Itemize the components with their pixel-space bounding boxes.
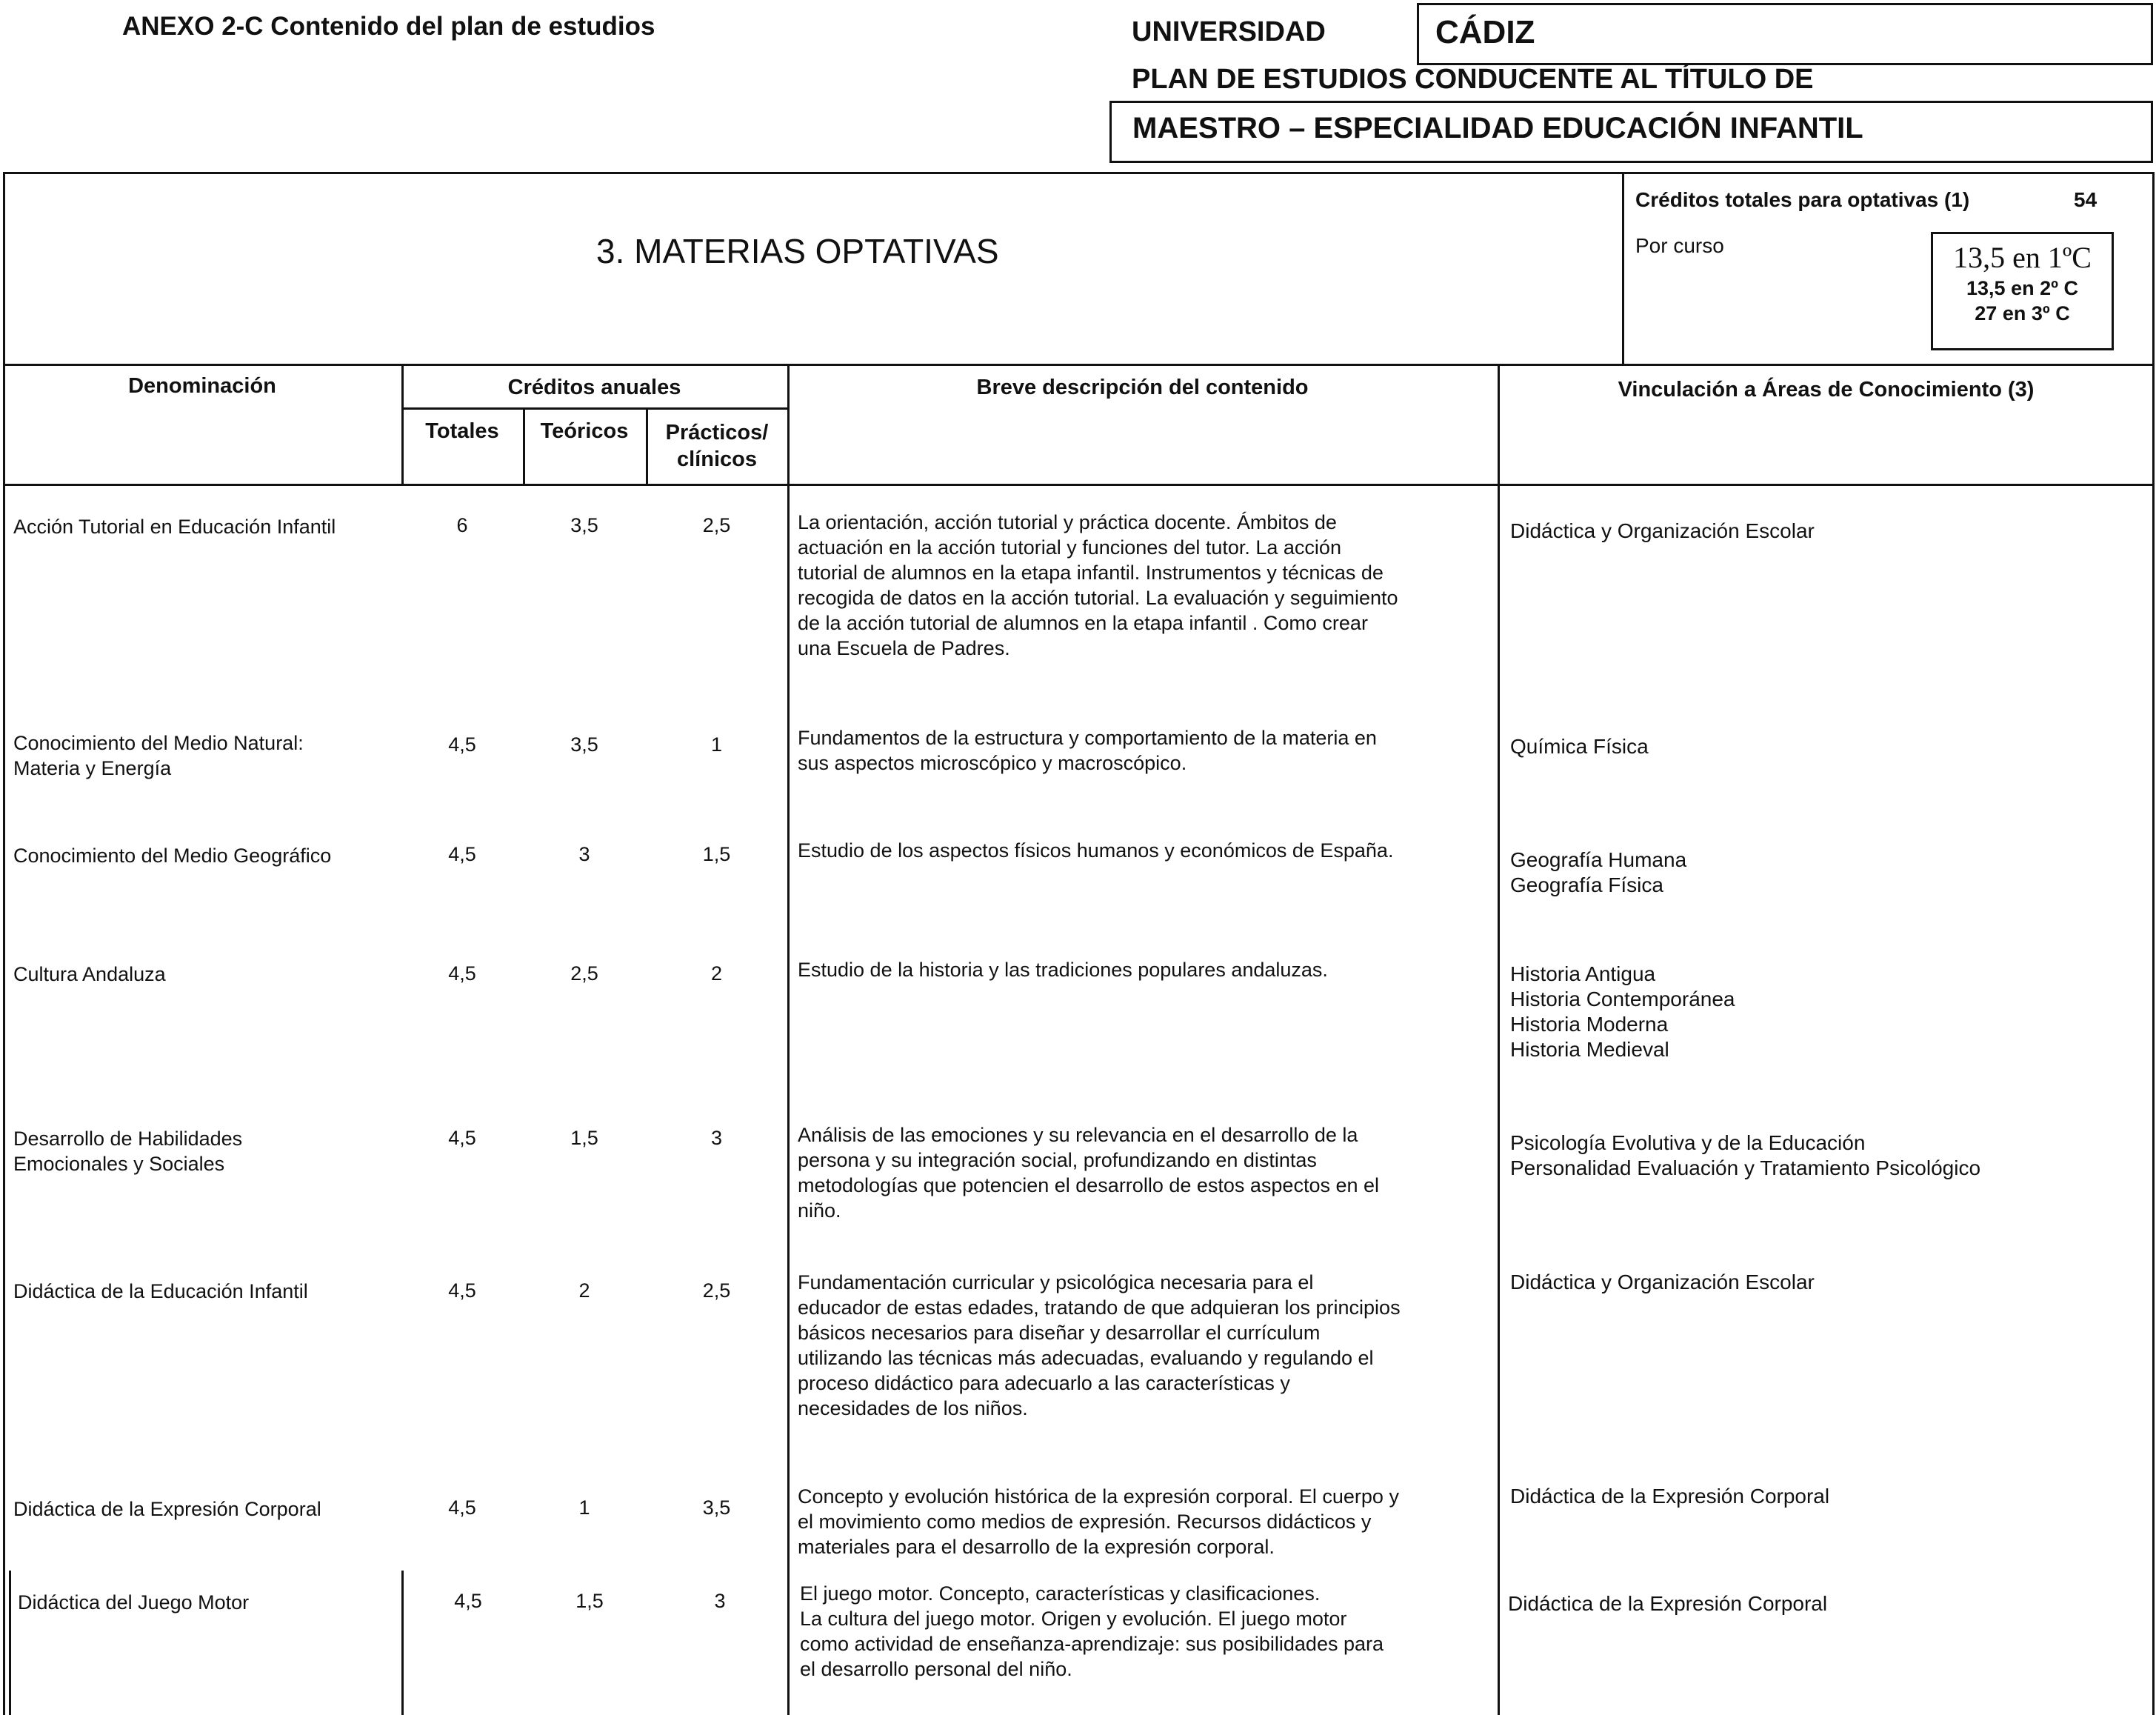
per-course-first: 13,5 en 1ºC (1953, 241, 2092, 274)
per-course-box (1931, 232, 2114, 350)
per-course-second: 13,5 en 2º C (1966, 277, 2078, 299)
header-teoricos: Teóricos (540, 419, 629, 443)
table-row-areas: Didáctica y Organización Escolar (1510, 1271, 1815, 1293)
table-row-practicos: 1,5 (702, 843, 731, 865)
divider (9, 1571, 11, 1715)
table-row-areas: Didáctica y Organización Escolar (1510, 519, 1815, 542)
plan-label: PLAN DE ESTUDIOS CONDUCENTE AL TÍTULO DE (1132, 64, 1814, 95)
header-practicos: Prácticos/ clínicos (665, 421, 769, 471)
table-row-areas: Geografía Humana Geografía Física (1510, 848, 1687, 896)
table-row-teoricos: 3,5 (570, 514, 598, 536)
total-credits-label: Créditos totales para optativas (1) (1635, 188, 1970, 211)
divider (1498, 484, 1500, 1715)
header-descripcion: Breve descripción del contenido (976, 376, 1309, 399)
header-vinculacion: Vinculación a Áreas de Conocimiento (3) (1618, 378, 2035, 402)
university-value: CÁDIZ (1435, 14, 1535, 50)
table-row-totales: 4,5 (448, 1279, 476, 1302)
table-row-name: Didáctica de la Educación Infantil (13, 1280, 308, 1302)
table-row-teoricos: 1,5 (570, 1127, 598, 1149)
table-row-description: Estudio de la historia y las tradiciones populares andaluzas. (798, 959, 1328, 981)
university-box (1417, 3, 2153, 65)
table-row-totales: 4,5 (448, 1496, 476, 1519)
table-row-practicos: 2,5 (702, 1279, 731, 1302)
table-row-teoricos: 1,5 (575, 1590, 604, 1612)
divider (787, 484, 790, 1715)
table-row-name: Acción Tutorial en Educación Infantil (13, 516, 336, 538)
table-row-teoricos: 3,5 (570, 733, 598, 756)
per-course-third: 27 en 3º C (1975, 302, 2070, 324)
university-label: UNIVERSIDAD (1132, 16, 1326, 47)
table-row-totales: 4,5 (448, 733, 476, 756)
header-creditos: Créditos anuales (507, 376, 681, 399)
table-row-teoricos: 2,5 (570, 962, 598, 985)
table-row-name: Conocimiento del Medio Geográfico (13, 845, 332, 867)
table-row-description: Concepto y evolución histórica de la expresión corporal. El cuerpo y el movimiento como medios de expresión. Recursos didácticos y materiales para el desarrollo de la expresión corporal. (798, 1485, 1399, 1558)
divider (1622, 172, 1624, 364)
table-row-name: Conocimiento del Medio Natural: Materia y Energía (13, 732, 304, 779)
table-row-practicos: 3 (710, 1127, 723, 1149)
table-row-practicos: 3,5 (702, 1496, 731, 1519)
table-row-totales: 4,5 (448, 1127, 476, 1149)
table-row-areas: Química Física (1510, 735, 1649, 758)
header-totales: Totales (425, 419, 499, 443)
divider (3, 364, 2155, 366)
table-row-practicos: 1 (710, 733, 723, 756)
divider (401, 407, 787, 410)
table-row-name: Didáctica del Juego Motor (18, 1591, 250, 1614)
table-row-areas: Historia Antigua Historia Contemporánea Historia Moderna Historia Medieval (1510, 962, 1735, 1061)
table-row-teoricos: 1 (578, 1496, 590, 1519)
table-row-name: Didáctica de la Expresión Corporal (13, 1498, 321, 1520)
table-row-description: Fundamentos de la estructura y comportamiento de la materia en sus aspectos microscópico y macroscópico. (798, 727, 1377, 774)
table-row-description: La orientación, acción tutorial y práctica docente. Ámbitos de actuación en la acción tutorial y funciones del tutor. La acción tutorial de alumnos en la etapa infantil. Instrumentos y técnicas de recogida de datos en la acción tutorial. La evaluación y seguimiento de la acción tutorial de alumnos en la etapa infantil . Como crear una Escuela de Padres. (798, 511, 1398, 659)
table-row-teoricos: 3 (578, 843, 590, 865)
table-row-areas: Psicología Evolutiva y de la Educación Personalidad Evaluación y Tratamiento Psicológico (1510, 1131, 1981, 1179)
table-row-practicos: 3 (714, 1590, 726, 1612)
annex-title: ANEXO 2-C Contenido del plan de estudios (122, 12, 655, 41)
table-row-totales: 4,5 (448, 962, 476, 985)
total-credits-value: 54 (2074, 188, 2097, 211)
table-row-description: El juego motor. Concepto, características y clasificaciones. La cultura del juego motor. Origen y evolución. El juego motor como actividad de enseñanza-aprendizaje: sus posibilidades para el desarrollo personal del niño. (800, 1582, 1384, 1680)
table-row-practicos: 2 (710, 962, 723, 985)
table-row-totales: 6 (456, 514, 468, 536)
table-row-practicos: 2,5 (702, 514, 731, 536)
table-row-teoricos: 2 (578, 1279, 590, 1302)
table-row-description: Análisis de las emociones y su relevancia en el desarrollo de la persona y su integración social, profundizando en distintas metodologías que potencien el desarrollo de estos aspectos en el niño. (798, 1124, 1380, 1222)
table-row-totales: 4,5 (454, 1590, 482, 1612)
table-row-totales: 4,5 (448, 843, 476, 865)
table-row-areas: Didáctica de la Expresión Corporal (1508, 1592, 1828, 1615)
header-denominacion: Denominación (128, 374, 276, 398)
section-title: 3. MATERIAS OPTATIVAS (596, 232, 999, 270)
table-row-description: Estudio de los aspectos físicos humanos y económicos de España. (798, 839, 1394, 862)
table-row-name: Desarrollo de Habilidades Emocionales y Sociales (13, 1128, 243, 1175)
divider (646, 407, 648, 484)
degree-box (1109, 101, 2153, 163)
table-row-description: Fundamentación curricular y psicológica necesaria para el educador de estas edades, tratando de que adquieran los principios básicos necesarios para diseñar y desarrollar el currículum utilizando las técnicas más adecuadas, evaluando y regulando el proceso didáctico para adecuarlo a las características y necesidades de los niños. (798, 1271, 1401, 1419)
per-course-label: Por curso (1635, 234, 1724, 257)
degree-value: MAESTRO – ESPECIALIDAD EDUCACIÓN INFANTIL (1132, 112, 1863, 144)
divider (3, 484, 2155, 486)
table-row-name: Cultura Andaluza (13, 963, 166, 985)
table-row-areas: Didáctica de la Expresión Corporal (1510, 1485, 1830, 1508)
